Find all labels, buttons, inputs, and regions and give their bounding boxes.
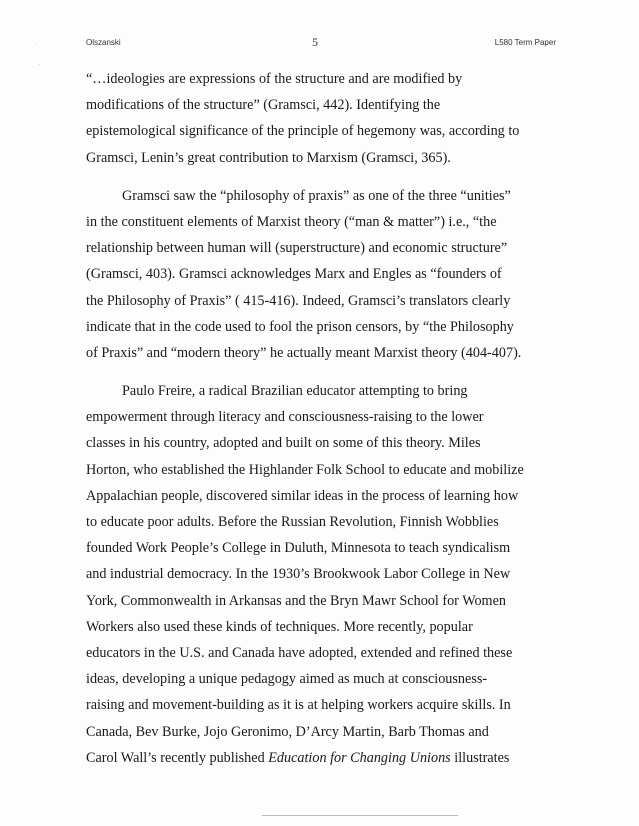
text-line: Gramsci saw the “philosophy of praxis” as one of the three “unities” [122, 187, 511, 204]
paragraph-3 [86, 378, 564, 771]
text-line: of Praxis” and “modern theory” he actually meant Marxist theory (404-407). [86, 344, 522, 361]
text-line: relationship between human will (superstructure) and economic structure” [86, 240, 508, 257]
text-line: (Gramsci, 403). Gramsci acknowledges Marx and Engles as “founders of [86, 266, 502, 283]
scan-margin-mark: · [34, 40, 37, 49]
page-header [86, 36, 556, 50]
body-text [86, 66, 564, 771]
text-line: Paulo Freire, a radical Brazilian educator attempting to bring [122, 383, 468, 400]
book-title: Education for Changing Unions [268, 749, 451, 766]
header-course: L580 Term Paper [494, 38, 556, 47]
header-page-number: 5 [312, 35, 318, 49]
text-fragment: Carol Wall’s recently published [86, 749, 269, 766]
text-line: the Philosophy of Praxis” ( 415-416). Indeed, Gramsci’s translators clearly [86, 292, 511, 309]
paragraph-2 [86, 183, 564, 366]
text-line: indicate that in the code used to fool the prison censors, by “the Philosophy [86, 318, 514, 335]
text-fragment: illustrates [450, 749, 510, 766]
text-line-last [86, 745, 564, 771]
bottom-rule [262, 815, 458, 816]
text-line: ideas, developing a unique pedagogy aimed as much at consciousness- [86, 671, 488, 688]
text-line: York, Commonwealth in Arkansas and the Bryn Mawr School for Women [86, 592, 506, 609]
text-line: Gramsci, Lenin’s great contribution to Marxism (Gramsci, 365). [86, 149, 451, 166]
text-line: educators in the U.S. and Canada have adopted, extended and refined these [86, 644, 513, 661]
text-line: in the constituent elements of Marxist theory (“man & matter”) i.e., “the [86, 213, 497, 230]
text-line: epistemological significance of the principle of hegemony was, according to [86, 123, 520, 140]
header-author: Olszanski [86, 38, 121, 47]
scan-margin-mark: · [38, 60, 41, 69]
text-line: Horton, who established the Highlander Folk School to educate and mobilize [86, 461, 524, 478]
text-line: “…ideologies are expressions of the structure and are modified by [86, 71, 463, 87]
paragraph-1 [86, 66, 564, 171]
text-line: and industrial democracy. In the 1930’s Brookwook Labor College in New [86, 566, 511, 583]
text-line: Workers also used these kinds of techniques. More recently, popular [86, 618, 473, 635]
text-line: modifications of the structure” (Gramsci, 442). Identifying the [86, 97, 441, 114]
text-line: to educate poor adults. Before the Russian Revolution, Finnish Wobblies [86, 514, 499, 530]
text-line: classes in his country, adopted and built on some of this theory. Miles [86, 435, 481, 452]
text-line: empowerment through literacy and consciousness-raising to the lower [86, 409, 484, 426]
text-line: Canada, Bev Burke, Jojo Geronimo, D’Arcy Martin, Barb Thomas and [86, 723, 489, 740]
text-line: founded Work People’s College in Duluth, Minnesota to teach syndicalism [86, 540, 511, 557]
text-line: raising and movement-building as it is at helping workers acquire skills. In [86, 697, 511, 714]
text-line: Appalachian people, discovered similar ideas in the process of learning how [86, 487, 519, 504]
